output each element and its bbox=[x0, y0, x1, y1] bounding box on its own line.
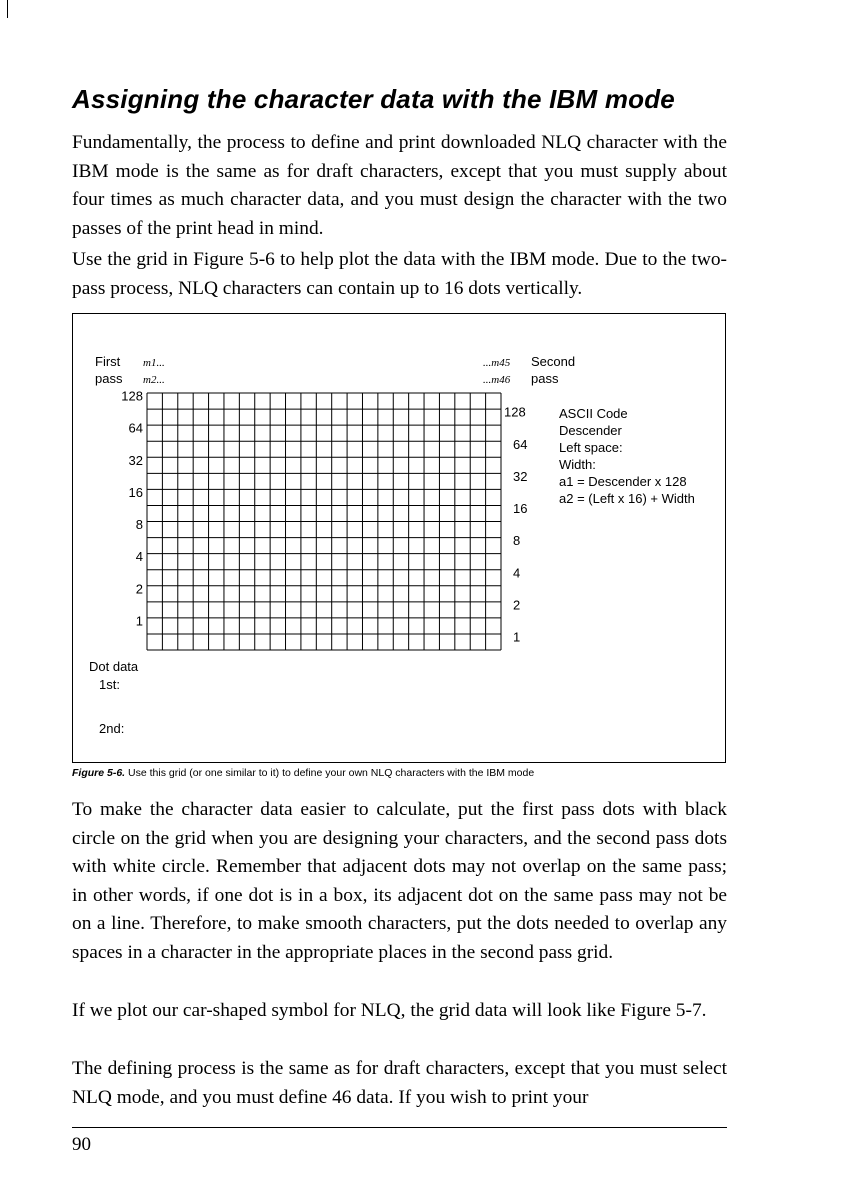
m46-label: ...m46 bbox=[483, 374, 511, 386]
figure-caption bbox=[72, 767, 534, 779]
paragraph-dot-placement: To make the character data easier to calculate, put the first pass dots with black circle on the grid when you are designing your characters, and the second pass dots with white circle. Remember that adjacent dots may not overlap on the same pass; in other words, if one dot is in a box, its adjacent dot on the same pass may not be on a line. Therefore, to make smooth characters, put the dots needed to overlap any spaces in a character in the appropriate places in the second pass grid. bbox=[72, 799, 727, 963]
first-pass-label-2: pass bbox=[95, 371, 123, 386]
second-pass-bit-value: 8 bbox=[513, 533, 521, 549]
legend-a1-formula: a1 = Descender x 128 bbox=[559, 474, 687, 489]
dot-grid bbox=[147, 393, 501, 650]
first-pass-bit-value: 2 bbox=[135, 581, 143, 597]
dot-data-label: Dot data bbox=[89, 659, 139, 674]
dot-grid-figure bbox=[73, 314, 727, 764]
paragraph-car-symbol: If we plot our car-shaped symbol for NLQ, the grid data will look like Figure 5-7. bbox=[72, 1000, 707, 1021]
first-pass-bit-value: 64 bbox=[128, 420, 143, 436]
first-pass-bit-value: 4 bbox=[135, 549, 143, 565]
second-pass-bit-value: 128 bbox=[504, 404, 526, 420]
first-pass-label: First bbox=[95, 354, 121, 369]
second-pass-bit-value: 64 bbox=[513, 436, 528, 452]
crop-mark bbox=[7, 0, 8, 18]
first-pass-bit-value: 16 bbox=[128, 484, 143, 500]
legend-a2-formula: a2 = (Left x 16) + Width bbox=[559, 491, 695, 506]
legend-width: Width: bbox=[559, 457, 596, 472]
figure-5-6 bbox=[72, 313, 726, 763]
m45-label: ...m45 bbox=[483, 357, 511, 369]
second-pass-label-2: pass bbox=[531, 371, 559, 386]
first-row-label: 1st: bbox=[99, 677, 120, 692]
legend-left-space: Left space: bbox=[559, 440, 623, 455]
right-value-column bbox=[504, 405, 527, 645]
first-pass-bit-value: 8 bbox=[135, 517, 143, 533]
second-pass-bit-value: 32 bbox=[513, 468, 528, 484]
caption-text: Use this grid (or one similar to it) to define your own NLQ characters with the IBM mode bbox=[128, 767, 535, 779]
second-pass-label: Second bbox=[531, 354, 576, 369]
legend-descender: Descender bbox=[559, 423, 622, 438]
m2-label: m2... bbox=[143, 374, 165, 386]
legend-ascii-code: ASCII Code bbox=[559, 406, 628, 421]
paragraph-grid-usage: Use the grid in Figure 5-6 to help plot the data with the IBM mode. Due to the two-pass process, NLQ characters can contain up to 16 dots vertically. bbox=[72, 249, 727, 299]
second-row-label: 2nd: bbox=[99, 721, 125, 736]
second-pass-bit-value: 2 bbox=[513, 597, 521, 613]
first-pass-bit-value: 128 bbox=[121, 388, 143, 404]
section-heading: Assigning the character data with the IBM mode bbox=[72, 84, 675, 114]
second-pass-bit-value: 1 bbox=[513, 629, 521, 645]
first-pass-bit-value: 32 bbox=[128, 452, 143, 468]
paragraph-intro: Fundamentally, the process to define and print downloaded NLQ character with the IBM mode is the same as for draft characters, except that you must supply about four times as much character data, and you must design the character with the two passes of the print head in mind. bbox=[72, 132, 727, 239]
first-pass-bit-value: 1 bbox=[135, 613, 143, 629]
caption-label: Figure 5-6. bbox=[72, 767, 126, 779]
m1-label: m1... bbox=[143, 357, 165, 369]
left-value-column bbox=[121, 389, 143, 629]
second-pass-bit-value: 16 bbox=[513, 501, 528, 517]
footer-rule bbox=[72, 1127, 727, 1128]
page-number: 90 bbox=[72, 1134, 91, 1155]
second-pass-bit-value: 4 bbox=[513, 565, 521, 581]
paragraph-defining-process: The defining process is the same as for draft characters, except that you must select NLQ mode, and you must define 46 data. If you wish to print your bbox=[72, 1058, 727, 1108]
legend bbox=[559, 406, 695, 506]
